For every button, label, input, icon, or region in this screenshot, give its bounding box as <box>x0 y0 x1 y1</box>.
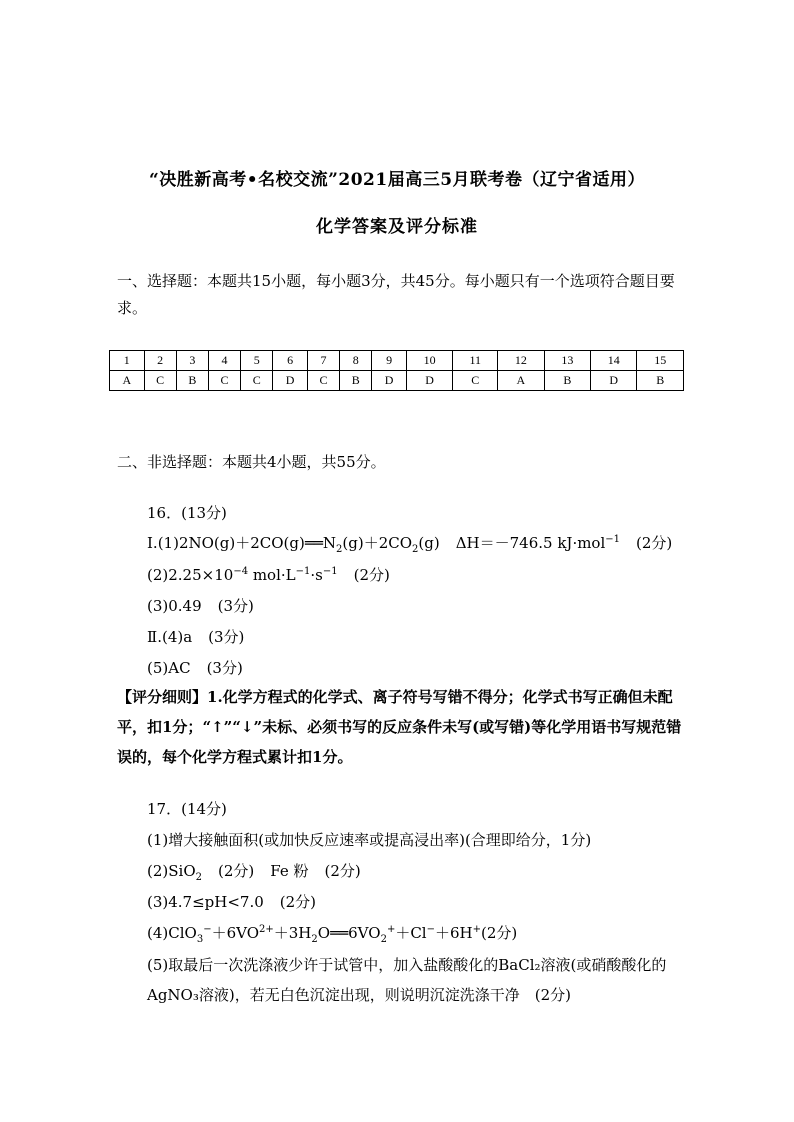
answer-cell: C <box>307 371 339 391</box>
q16-l1-enthalpy: ΔH＝－746.5 kJ·mol <box>455 534 606 552</box>
answer-cell: A <box>110 371 145 391</box>
question-number-cell: 12 <box>498 351 544 371</box>
q17-l3-points: (2分) <box>279 893 317 911</box>
q16-l5-answer: (5)AC <box>147 659 191 677</box>
q17-line4 <box>147 922 517 943</box>
question-number-cell: 2 <box>144 351 176 371</box>
q16-line4 <box>147 626 244 647</box>
q17-l2-points1: (2分) <box>218 862 255 880</box>
q17-l2-points2: (2分) <box>324 862 361 880</box>
q17-l4-h: ＋3H <box>273 924 312 942</box>
q17-l4-vo2: 6VO <box>348 924 381 942</box>
answer-cell: B <box>637 371 684 391</box>
q17-l3-answer: (3)4.7≤pH<7.0 <box>147 893 264 911</box>
q17-l4-vo: ＋6VO <box>211 924 260 942</box>
question-number-cell: 8 <box>340 351 372 371</box>
answer-cell: C <box>144 371 176 391</box>
answer-cell: D <box>372 371 407 391</box>
q17-line1: (1)增大接触面积(或加快反应速率或提高浸出率)(合理即给分，1分) <box>147 831 592 849</box>
q17-l2-sub: 2 <box>195 872 202 883</box>
q16-line2 <box>147 564 390 585</box>
question-number-cell: 3 <box>176 351 208 371</box>
scoring-note: 【评分细则】1.化学方程式的化学式、离子符号写错不得分；化学式书写正确但未配平，扣1分；“↑”“↓”未标、必须书写的反应条件未写(或写错)等化学用语书写规范错误的，每个化学方程式累计扣1分。 <box>117 688 682 766</box>
q17-l4-cl: ＋Cl <box>395 924 427 942</box>
answer-row <box>110 371 684 391</box>
section1-instructions: 一、选择题：本题共15小题，每小题3分，共45分。每小题只有一个选项符合题目要求。 <box>117 272 675 317</box>
q16-line3 <box>147 595 254 616</box>
q16-l1-points: (2分) <box>636 534 673 552</box>
question-number-cell: 7 <box>307 351 339 371</box>
answer-cell: B <box>544 371 590 391</box>
q17-line2 <box>147 860 361 881</box>
q16-l1-n-sub: 2 <box>336 544 343 555</box>
q17-l4-clo-sup: − <box>203 924 212 935</box>
q17-l4-cl-sup: − <box>426 924 435 935</box>
question-number-cell: 13 <box>544 351 590 371</box>
answer-cell: D <box>406 371 452 391</box>
q17-l4-vo2-sub: 2 <box>380 934 387 945</box>
answer-cell: C <box>208 371 240 391</box>
q17-line5: (5)取最后一次洗涤液少许于试管中，加入盐酸酸化的BaCl₂溶液(或硝酸酸化的AgNO₃溶液)，若无白色沉淀出现，则说明沉淀洗涤干净 (2分) <box>147 956 667 1004</box>
q17-l4-points: (2分) <box>481 924 518 942</box>
answer-table <box>109 350 684 391</box>
q16-l2-unit-b-sup: −1 <box>322 566 338 577</box>
q17-heading: 17．(14分) <box>147 800 227 818</box>
q16-l1-co2-sub: 2 <box>412 544 419 555</box>
answer-cell: B <box>176 371 208 391</box>
question-number-cell: 15 <box>637 351 684 371</box>
answer-cell: D <box>273 371 308 391</box>
answer-cell: B <box>340 371 372 391</box>
q17-l4-h-ion: ＋6H <box>435 924 473 942</box>
question-number-cell: 11 <box>453 351 498 371</box>
section2-instructions: 二、非选择题：本题共4小题，共55分。 <box>117 453 386 471</box>
question-number-row <box>110 351 684 371</box>
question-number-cell: 4 <box>208 351 240 371</box>
q16-l2-unit-b: ·s <box>310 566 323 584</box>
q17-line3 <box>147 891 316 912</box>
q16-l5-points: (3分) <box>206 659 243 677</box>
q16-l1-g: (g) <box>418 534 440 552</box>
q17-l2-sio: (2)SiO <box>147 862 196 880</box>
q16-l1-reactants: Ⅰ.(1)2NO(g)＋2CO(g) <box>147 534 305 552</box>
question-number-cell: 10 <box>406 351 452 371</box>
q17-l2-fe: Fe 粉 <box>270 862 309 880</box>
q17-l4-vo2-sup: + <box>386 924 396 935</box>
q17-l4-clo: (4)ClO <box>147 924 197 942</box>
answer-cell: A <box>498 371 544 391</box>
q16-l2-value: (2)2.25×10 <box>147 566 234 584</box>
q16-l1-n: N <box>322 534 337 552</box>
question-number-cell: 14 <box>591 351 637 371</box>
q16-heading: 16．(13分) <box>147 504 227 522</box>
q16-l1-enthalpy-sup: −1 <box>605 534 621 545</box>
q16-l3-answer: (3)0.49 <box>147 597 202 615</box>
q17-l4-equals: ══ <box>330 924 349 942</box>
q16-l4-points: (3分) <box>208 628 245 646</box>
q16-l1-equals: ══ <box>304 534 323 552</box>
answer-cell: C <box>453 371 498 391</box>
answer-cell: C <box>241 371 273 391</box>
question-number-cell: 1 <box>110 351 145 371</box>
q17-l4-vo-sup: 2+ <box>259 924 274 935</box>
q16-l2-unit-a: mol·L <box>248 566 296 584</box>
q16-l2-points: (2分) <box>353 566 390 584</box>
q17-l4-o: O <box>317 924 331 942</box>
q16-l3-points: (3分) <box>217 597 254 615</box>
q17-l4-clo-sub: 3 <box>196 934 204 945</box>
question-number-cell: 5 <box>241 351 273 371</box>
answer-cell: D <box>591 371 637 391</box>
exam-title: “决胜新高考•名校交流”2021届高三5月联考卷（辽宁省适用） <box>148 170 646 190</box>
question-number-cell: 6 <box>273 351 308 371</box>
question-number-cell: 9 <box>372 351 407 371</box>
q16-line1 <box>147 532 672 553</box>
q16-l2-exp: −4 <box>233 566 249 577</box>
q16-l2-unit-a-sup: −1 <box>295 566 311 577</box>
q16-l1-co2: (g)＋2CO <box>342 534 413 552</box>
q16-l4-answer: Ⅱ.(4)a <box>147 628 193 646</box>
q17-l4-h-sub: 2 <box>311 934 318 945</box>
q17-l4-h-ion-sup: + <box>472 924 482 935</box>
answer-key-subtitle: 化学答案及评分标准 <box>316 217 478 237</box>
q16-line5 <box>147 657 243 678</box>
